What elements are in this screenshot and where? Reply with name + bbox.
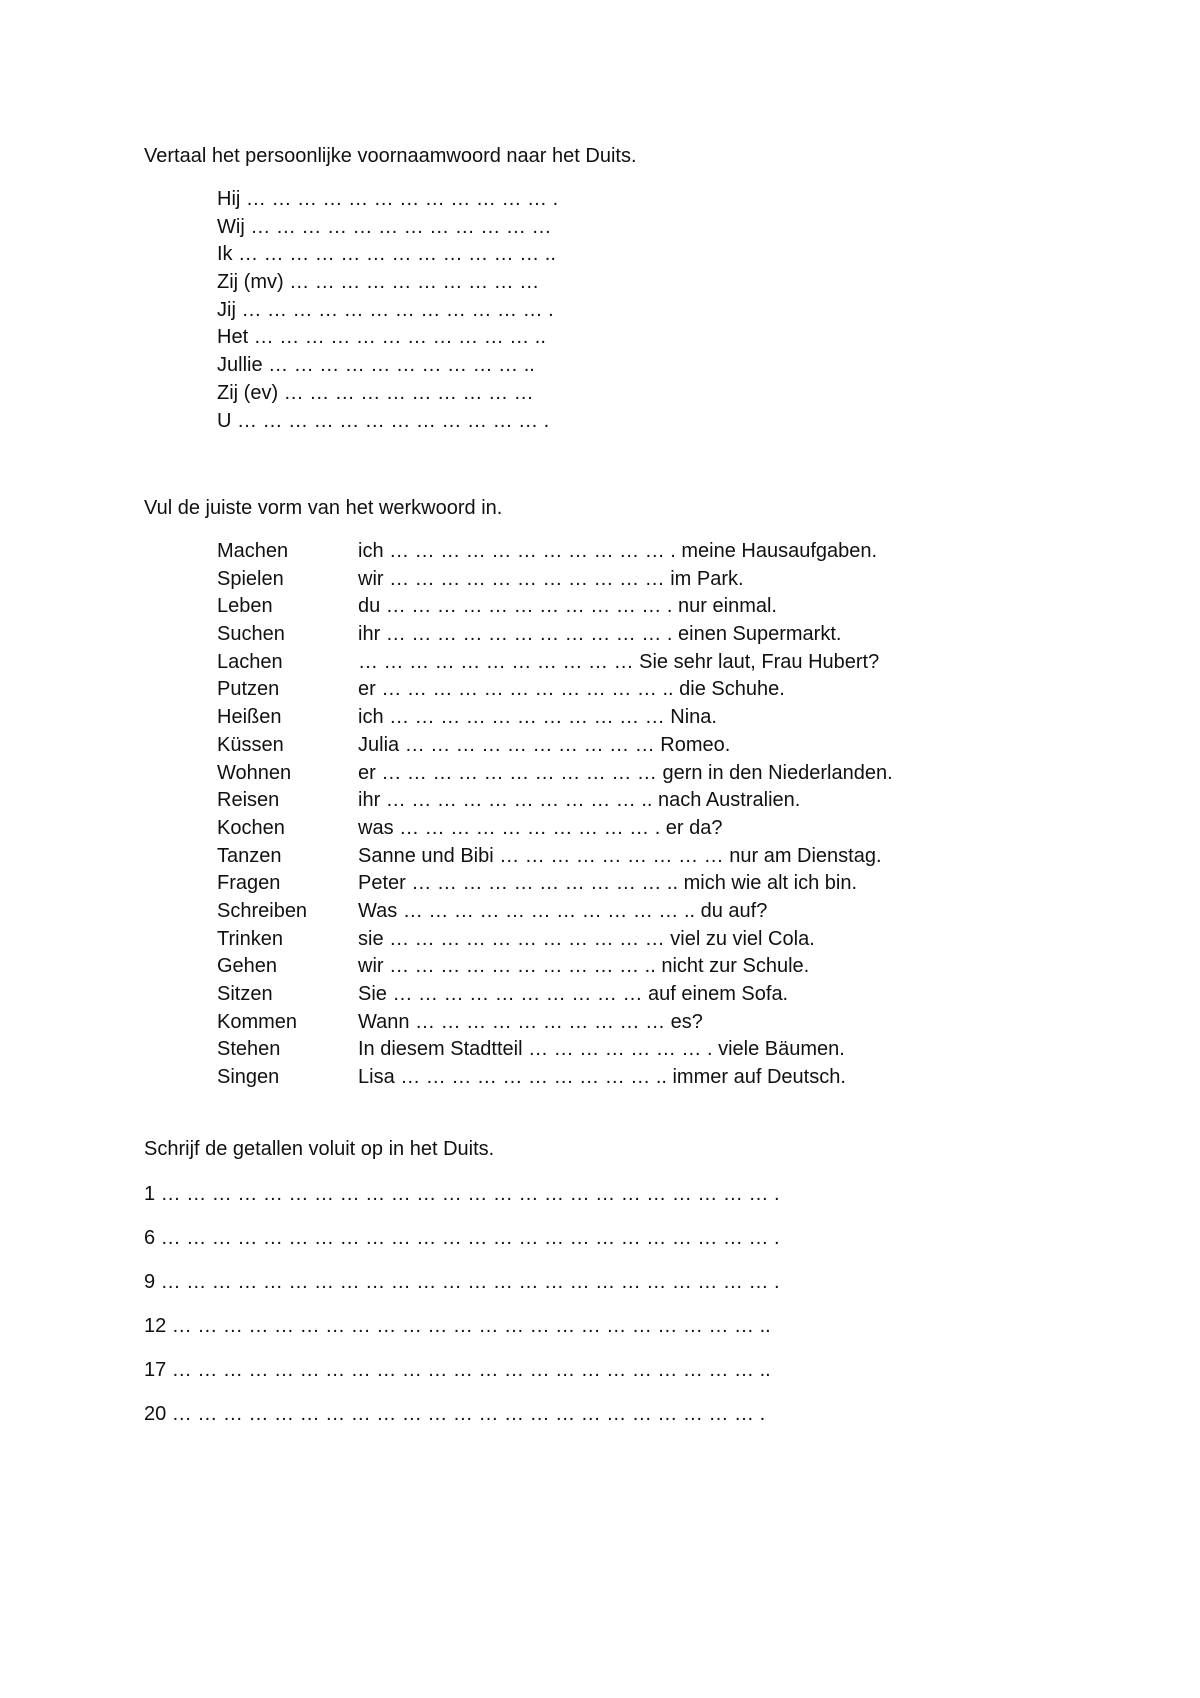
item-verb: Fragen (217, 872, 281, 895)
item-verb: Kochen (217, 816, 285, 839)
item-verb: Leben (217, 595, 273, 618)
item-verb: Gehen (217, 955, 278, 978)
item-text: Het … … … … … … … … … … … .. (217, 326, 546, 349)
item-verb: Reisen (217, 789, 280, 812)
section1-heading: Vertaal het persoonlijke voornaamwoord naar het Duits. (144, 145, 637, 167)
number-line-12: 12 … … … … … … … … … … … … … … … … … … … … … … … .. (144, 1315, 771, 1337)
item-verb: Suchen (217, 623, 285, 646)
item-sentence: wir … … … … … … … … … … .. nicht zur Schule. (358, 955, 810, 978)
item-text: Hij … … … … … … … … … … … … . (217, 188, 559, 210)
item-verb: Trinken (217, 927, 283, 950)
item-sentence: Lisa … … … … … … … … … … .. immer auf Deutsch. (358, 1066, 846, 1089)
item-verb: Heißen (217, 706, 282, 729)
item-text: U … … … … … … … … … … … … . (217, 409, 550, 432)
item-verb: Sitzen (217, 983, 273, 1005)
item-sentence: Wann … … … … … … … … … … es? (358, 1010, 703, 1033)
item-text: Wij … … … … … … … … … … … … (217, 215, 552, 238)
item-verb: Lachen (217, 650, 283, 673)
item-verb: Machen (217, 540, 289, 562)
item-text: Zij (ev) … … … … … … … … … … (217, 381, 534, 404)
item-sentence: er … … … … … … … … … … … .. die Schuhe. (358, 678, 785, 701)
item-sentence: Sanne und Bibi … … … … … … … … … nur am Dienstag. (358, 844, 882, 867)
item-sentence: ich … … … … … … … … … … … Nina. (358, 706, 717, 729)
item-sentence: sie … … … … … … … … … … … viel zu viel Cola. (358, 927, 815, 950)
item-verb: Spielen (217, 567, 284, 590)
item-sentence: Was … … … … … … … … … … … .. du auf? (358, 899, 768, 922)
item-verb: Küssen (217, 733, 284, 756)
item-verb: Wohnen (217, 761, 292, 784)
item-text: Ik … … … … … … … … … … … … .. (217, 243, 556, 266)
number-line-1: 1 … … … … … … … … … … … … … … … … … … … … … … … … . (144, 1183, 780, 1205)
number-line-20: 20 … … … … … … … … … … … … … … … … … … … … … … … . (144, 1403, 766, 1425)
item-sentence: ihr … … … … … … … … … … … . einen Supermarkt. (358, 623, 842, 646)
item-text: Jullie … … … … … … … … … … .. (217, 354, 535, 377)
item-text: Jij … … … … … … … … … … … … . (217, 298, 554, 321)
item-sentence: ich … … … … … … … … … … … . meine Hausaufgaben. (358, 540, 878, 562)
item-sentence: was … … … … … … … … … … . er da? (358, 816, 723, 839)
number-line-9: 9 … … … … … … … … … … … … … … … … … … … … … … … … . (144, 1271, 780, 1293)
item-verb: Kommen (217, 1010, 298, 1033)
item-verb: Stehen (217, 1038, 281, 1061)
item-sentence: er … … … … … … … … … … … gern in den Niederlanden. (358, 761, 893, 784)
item-verb: Singen (217, 1066, 280, 1089)
item-sentence: Sie … … … … … … … … … … auf einem Sofa. (358, 983, 789, 1005)
number-line-17: 17 … … … … … … … … … … … … … … … … … … … … … … … .. (144, 1359, 771, 1381)
item-sentence: In diesem Stadtteil … … … … … … … . viele Bäumen. (358, 1038, 845, 1061)
item-text: Zij (mv) … … … … … … … … … … (217, 271, 540, 294)
item-sentence: Julia … … … … … … … … … … Romeo. (358, 733, 731, 756)
item-sentence: ihr … … … … … … … … … … .. nach Australien. (358, 789, 801, 812)
number-line-6: 6 … … … … … … … … … … … … … … … … … … … … … … … … . (144, 1227, 780, 1249)
item-verb: Putzen (217, 678, 280, 701)
item-verb: Tanzen (217, 844, 282, 867)
item-sentence: Peter … … … … … … … … … … .. mich wie alt ich bin. (358, 872, 857, 895)
section3-heading: Schrijf de getallen voluit op in het Duits. (144, 1138, 495, 1160)
item-sentence: wir … … … … … … … … … … … im Park. (358, 567, 744, 590)
item-verb: Schreiben (217, 899, 308, 922)
item-sentence: … … … … … … … … … … … Sie sehr laut, Frau Hubert? (358, 650, 880, 673)
item-sentence: du … … … … … … … … … … … . nur einmal. (358, 595, 777, 618)
section2-heading: Vul de juiste vorm van het werkwoord in. (144, 497, 503, 519)
